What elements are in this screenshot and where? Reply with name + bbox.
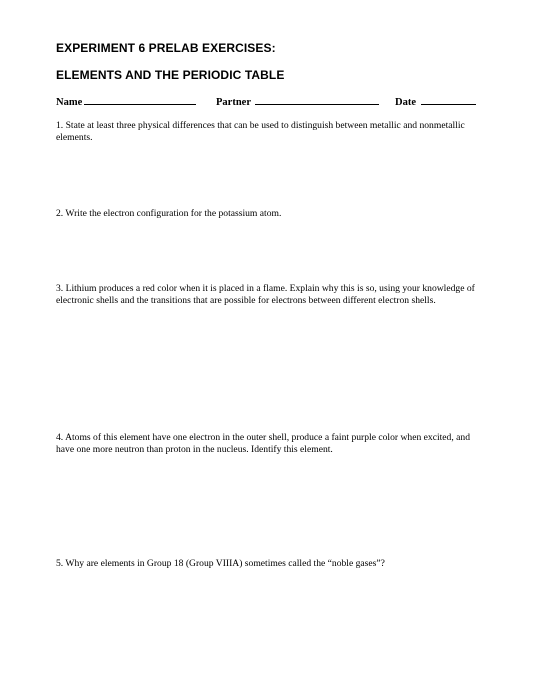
- page-subtitle: ELEMENTS AND THE PERIODIC TABLE: [56, 68, 285, 82]
- partner-label: Partner: [216, 97, 251, 108]
- question-2: 2. Write the electron configuration for the potassium atom.: [56, 208, 282, 219]
- date-label: Date: [395, 97, 416, 108]
- partner-field[interactable]: [216, 94, 379, 108]
- question-3: 3. Lithium produces a red color when it is placed in a flame. Explain why this is so, using your knowledge of electronic shells and the transitions that are possible for electrons between different electron shells.: [56, 283, 475, 307]
- name-label: Name: [56, 97, 83, 108]
- page-title: EXPERIMENT 6 PRELAB EXERCISES:: [56, 41, 276, 55]
- question-5: 5. Why are elements in Group 18 (Group VIIIA) sometimes called the “noble gases”?: [56, 558, 385, 569]
- question-4: 4. Atoms of this element have one electron in the outer shell, produce a faint purple color when excited, and have one more neutron than proton in the nucleus. Identify this element.: [56, 432, 470, 456]
- question-1: 1. State at least three physical differences that can be used to distinguish between metallic and nonmetallic elements.: [56, 120, 465, 144]
- partner-blank-line[interactable]: [255, 94, 379, 105]
- date-blank-line[interactable]: [421, 94, 476, 105]
- student-info-fields: [56, 94, 480, 108]
- name-blank-line[interactable]: [84, 94, 196, 105]
- name-field[interactable]: [56, 94, 196, 108]
- date-field[interactable]: [395, 94, 476, 108]
